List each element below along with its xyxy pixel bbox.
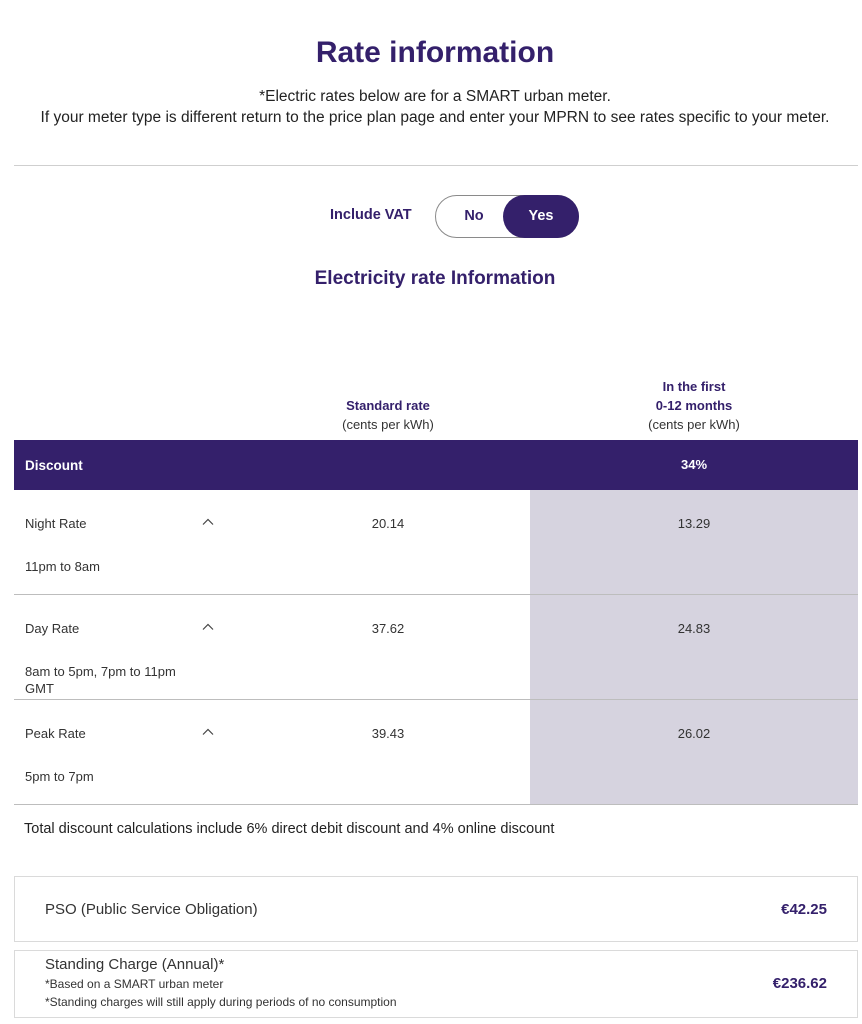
rate-row-night [14,490,858,595]
first-months-header [594,377,794,434]
discount-note: Total discount calculations include 6% direct debit discount and 4% online discount [24,821,555,837]
discount-row [14,440,858,490]
standing-charge-note-1: *Based on a SMART urban meter [45,977,224,991]
standing-charge-label: Standing Charge (Annual)* [45,956,225,973]
rate-row-peak [14,700,858,805]
discount-value: 34% [680,457,708,472]
standard-rate-unit: (cents per kWh) [342,417,434,432]
standard-rate-title: Standard rate [346,398,430,413]
rate-row-day [14,595,858,700]
section-title: Electricity rate Information [314,268,556,289]
rate-time: 8am to 5pm, 7pm to 11pm GMT [25,664,176,696]
vat-toggle[interactable] [435,195,579,238]
meter-instructions: If your meter type is different return to the price plan page and enter your MPRN to see rates specific to your meter. [40,109,830,126]
discount-label: Discount [25,458,83,473]
standard-rate-header [288,396,488,434]
vat-yes-option[interactable]: Yes [503,195,579,238]
rate-first-months-value: 26.02 [677,726,711,741]
vat-label: Include VAT [330,207,412,223]
rate-name: Night Rate [25,516,87,531]
rate-first-months-value: 13.29 [677,516,711,531]
rate-standard-value: 20.14 [371,516,405,531]
meter-note: *Electric rates below are for a SMART urban meter. [259,88,611,105]
chevron-up-icon[interactable] [200,619,216,635]
page-title: Rate information [315,36,555,69]
divider [14,165,858,166]
rate-standard-value: 37.62 [371,621,405,636]
first-months-title-2: 0-12 months [655,398,733,413]
chevron-up-icon[interactable] [200,724,216,740]
rate-name: Peak Rate [25,726,86,741]
pso-amount: €42.25 [781,901,827,918]
first-months-unit: (cents per kWh) [648,417,740,432]
rate-time: 5pm to 7pm [25,769,94,784]
rate-standard-value: 39.43 [371,726,405,741]
standing-charge-amount: €236.62 [772,975,827,992]
standing-charge-card [14,950,858,1018]
chevron-up-icon[interactable] [200,514,216,530]
rate-first-months-value: 24.83 [677,621,711,636]
rate-time: 11pm to 8am [25,559,100,574]
rate-name: Day Rate [25,621,80,636]
standing-charge-note-2: *Standing charges will still apply during periods of no consumption [45,995,397,1009]
pso-charge-card [14,876,858,942]
vat-no-option[interactable]: No [464,208,484,224]
pso-label: PSO (Public Service Obligation) [45,901,258,918]
first-months-title-1: In the first [662,379,726,394]
